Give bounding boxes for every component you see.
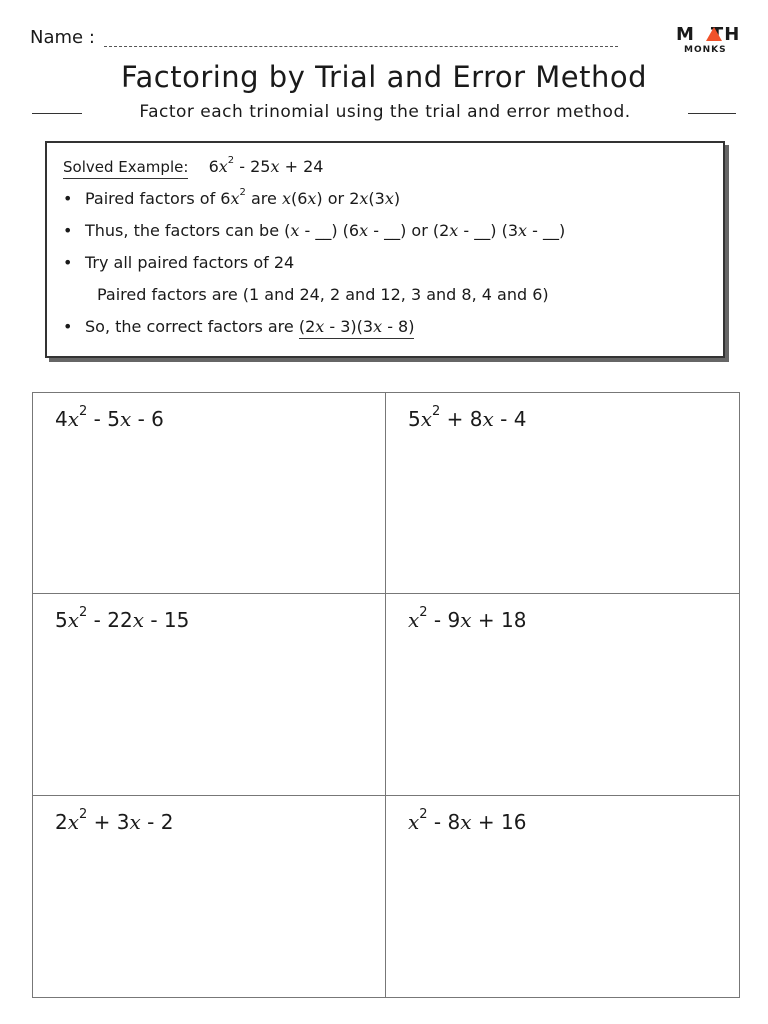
solved-example-box <box>45 141 725 358</box>
bullet-icon: • <box>63 253 73 272</box>
problem-expression: $5x^2 - 22x - 15$ <box>55 605 190 632</box>
logo-text: M TH <box>676 24 741 45</box>
solved-example-problem: $6x^2 - 25x + 24$ <box>208 155 324 176</box>
math-monks-logo <box>676 24 746 58</box>
solved-example-heading <box>63 157 323 176</box>
problem-cell[interactable] <box>386 594 739 796</box>
problem-cell[interactable] <box>33 393 386 594</box>
worksheet-instructions: Factor each trinomial using the trial and error method. <box>139 102 631 122</box>
problem-expression: $5x^2 + 8x - 4$ <box>408 404 527 431</box>
problem-expression: $x^2 - 8x + 16$ <box>408 807 527 834</box>
example-bullet-2: • Thus, the factors can be (x - __) (6x - __) or (2x - __) (3x - __) <box>63 221 566 240</box>
problem-expression: $2x^2 + 3x - 2$ <box>55 807 174 834</box>
solved-example-label: Solved Example: <box>63 158 188 179</box>
subtitle-rule-right <box>688 113 736 114</box>
example-bullet-3: • Try all paired factors of 24 <box>63 253 295 272</box>
example-bullet-4: • So, the correct factors are (2x - 3)(3x - 8) <box>63 317 414 336</box>
name-label: Name : <box>30 27 95 48</box>
worksheet-title: Factoring by Trial and Error Method <box>120 60 648 94</box>
logo-triangle-icon <box>706 27 722 41</box>
bullet-icon: • <box>63 221 73 240</box>
problem-expression: $4x^2 - 5x - 6$ <box>55 404 164 431</box>
problem-grid <box>32 392 740 998</box>
example-answer: (2x - 3)(3x - 8) <box>299 317 415 339</box>
bullet-icon: • <box>63 317 73 336</box>
example-paired-factors: Paired factors are (1 and 24, 2 and 12, 3 and 8, 4 and 6) <box>97 285 549 304</box>
problem-cell[interactable] <box>33 796 386 997</box>
subtitle-rule-left <box>32 113 82 114</box>
example-bullet-1: • Paired factors of $6x^2$ are x(6x) or 2x(3x) <box>63 187 401 208</box>
problem-cell[interactable] <box>386 393 739 594</box>
problem-cell[interactable] <box>33 594 386 796</box>
problem-expression: $x^2 - 9x + 18$ <box>408 605 527 632</box>
logo-subtext: MONKS <box>684 45 727 55</box>
problem-cell[interactable] <box>386 796 739 997</box>
name-field[interactable] <box>104 46 618 47</box>
bullet-icon: • <box>63 189 73 208</box>
